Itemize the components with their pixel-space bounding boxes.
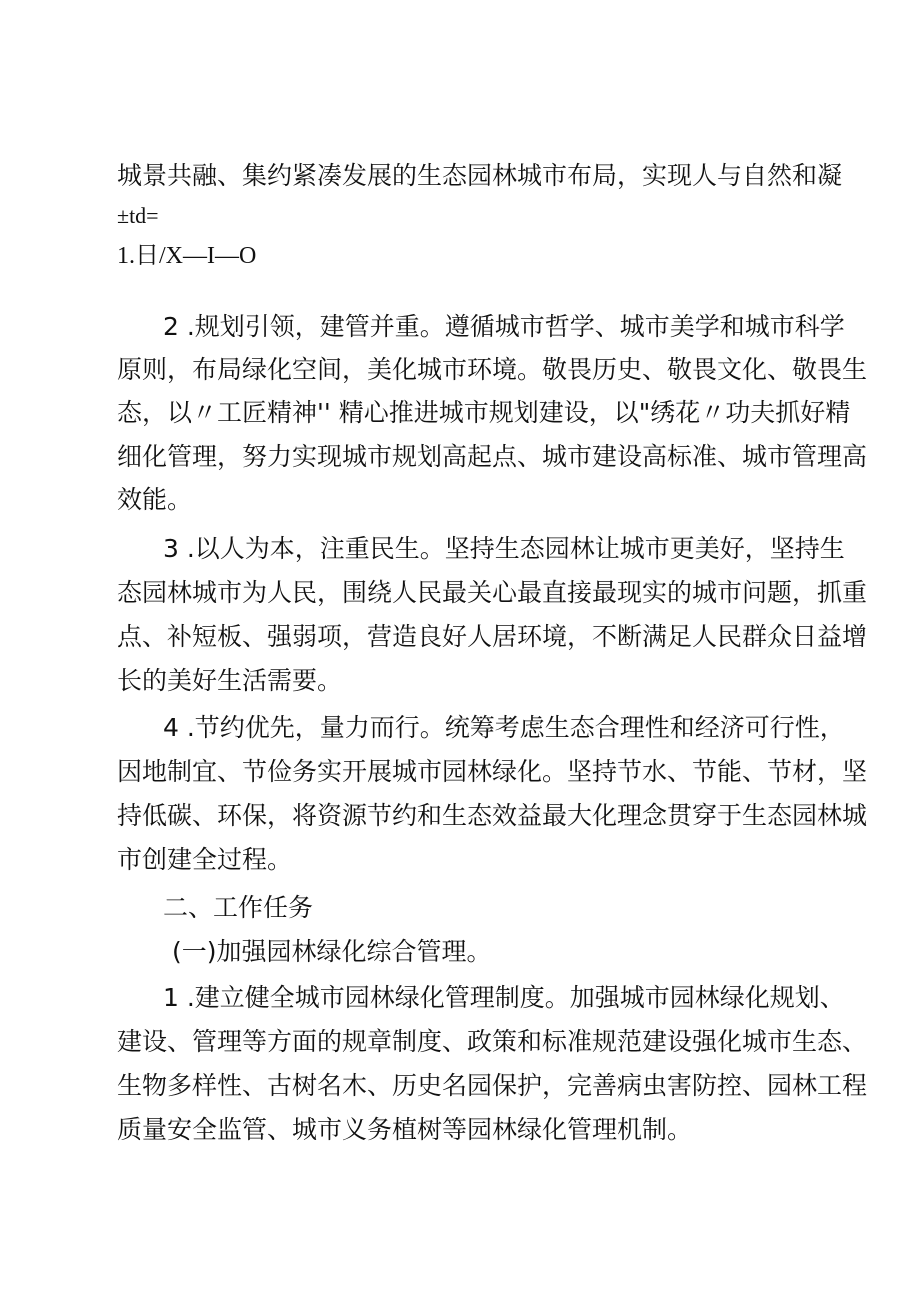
text-line: 2 .规划引领，建管并重。遵循城市哲学、城市美学和城市科学 [163,312,845,341]
text-line: 市创建全过程。 [117,845,293,874]
text-line: 建设、管理等方面的规章制度、政策和标准规范建设强化城市生态、 [117,1027,868,1056]
text-line: 细化管理，努力实现城市规划高起点、城市建设高标准、城市管理高 [117,442,868,471]
text-line: 点、补短板、强弱项，营造良好人居环境，不断满足人民群众日益增 [117,622,868,651]
text-line: 1 .建立健全城市园林绿化管理制度。加强城市园林绿化规划、 [163,983,845,1012]
text-line: 4 .节约优先，量力而行。统筹考虑生态合理性和经济可行性， [163,713,845,742]
text-line: 城景共融、集约紧凑发展的生态园林城市布局，实现人与自然和凝 [117,161,843,190]
text-line: 生物多样性、古树名木、历史名园保护，完善病虫害防控、园林工程 [117,1071,868,1100]
text-line: 效能。 [117,485,193,514]
text-line: 态园林城市为人民，围绕人民最关心最直接最现实的城市问题，抓重 [117,578,868,607]
text-line: 质量安全监管、城市义务植树等园林绿化管理机制。 [117,1115,693,1144]
subsection-heading: (一)加强园林绿化综合管理。 [172,937,492,966]
text-line: 持低碳、环保，将资源节约和生态效益最大化理念贯穿于生态园林城 [117,801,868,830]
text-line: ±td= [117,203,159,228]
text-line: 长的美好生活需要。 [117,666,343,695]
text-line: 原则，布局绿化空间，美化城市环境。敬畏历史、敬畏文化、敬畏生 [117,355,868,384]
text-line: 1.日/X—I—O [117,243,257,269]
text-line: 3 .以人为本，注重民生。坚持生态园林让城市更美好，坚持生 [163,534,845,563]
text-line: 态，以〃工匠精神'' 精心推进城市规划建设，以"绣花〃功夫抓好精 [117,398,851,427]
section-heading: 二、工作任务 [163,893,314,922]
text-line: 因地制宜、节俭务实开展城市园林绿化。坚持节水、节能、节材，坚 [117,757,868,786]
